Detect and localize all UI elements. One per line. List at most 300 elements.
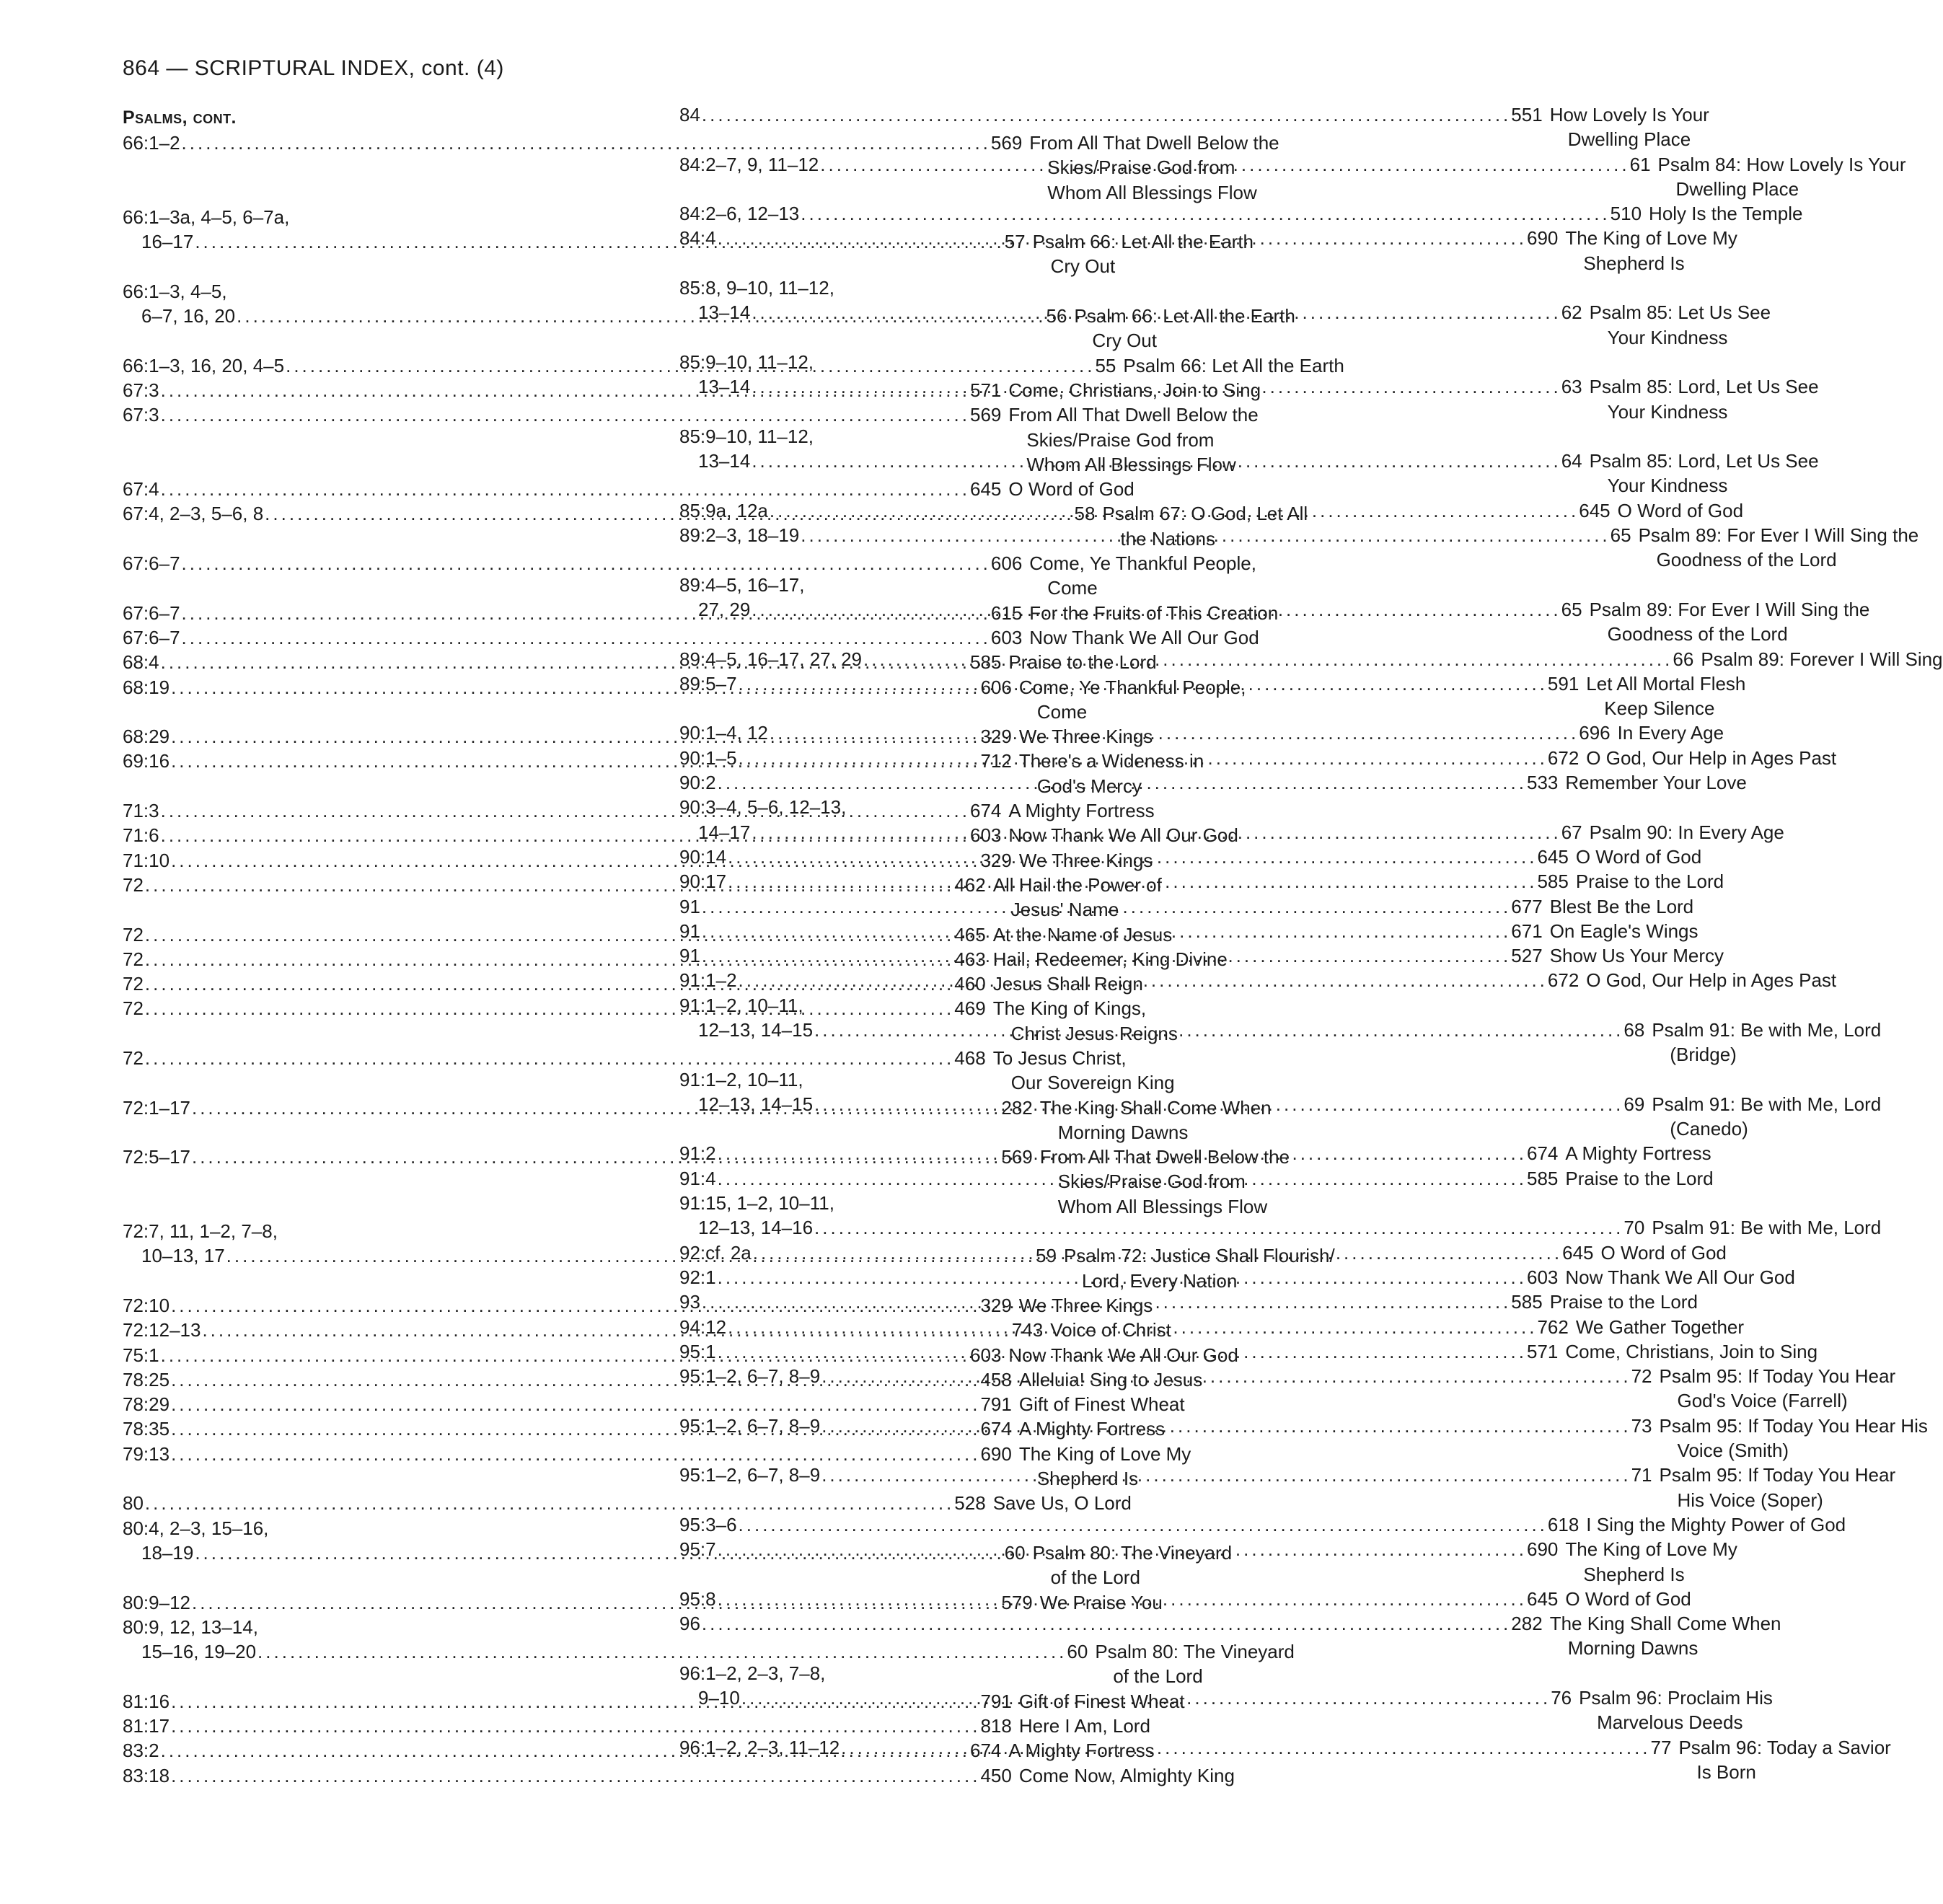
- scripture-reference: [679, 226, 1558, 276]
- reference-line: [679, 993, 1644, 1018]
- reference-text: 85:9a, 12a: [679, 499, 768, 521]
- hymn-title: [1594, 1240, 1727, 1265]
- reference-text: 6–7, 16, 20: [141, 305, 236, 327]
- dot-leader: [716, 770, 1527, 795]
- index-entry: [679, 647, 1943, 671]
- hymn-number: 65: [1561, 598, 1582, 620]
- reference-text: 78:25: [123, 1368, 170, 1390]
- reference-line: [679, 1735, 1671, 1760]
- title-line: Our Sovereign King: [1010, 1072, 1175, 1094]
- title-line: Alleluia! Sing to Jesus: [1018, 1368, 1203, 1390]
- reference-text: 69:16: [123, 750, 170, 772]
- title-line: Come: [1047, 577, 1098, 599]
- scripture-reference: [679, 350, 1582, 424]
- reference-text: 85:9–10, 11–12,: [679, 351, 814, 373]
- reference-text: 10–13, 17: [141, 1245, 225, 1267]
- hymn-number: 671: [1511, 920, 1543, 942]
- index-entry: [679, 1240, 1727, 1265]
- title-line: Dwelling Place: [1567, 128, 1691, 151]
- title-line: The King Shall Come When: [1549, 1613, 1781, 1635]
- hymn-number: 603: [1526, 1266, 1559, 1288]
- title-line: Whom All Blessings Flow: [1057, 1195, 1268, 1217]
- reference-line: [679, 671, 1579, 696]
- title-line: Whom All Blessings Flow: [1047, 181, 1257, 203]
- scripture-reference: [679, 671, 1579, 721]
- reference-line: [679, 1215, 1644, 1240]
- hymn-number: 59: [1036, 1245, 1057, 1267]
- index-entry: [679, 1290, 1698, 1314]
- title-line: Is Born: [1696, 1760, 1756, 1783]
- title-line: Praise to the Lord: [1008, 651, 1157, 674]
- hymn-title: [1611, 498, 1743, 523]
- hymn-number: 591: [1547, 672, 1579, 695]
- hymn-number: 712: [980, 750, 1012, 772]
- hymn-title: [1558, 1141, 1711, 1165]
- title-line: Come, Ye Thankful People,: [1018, 676, 1246, 698]
- title-line: the Nations: [1120, 527, 1215, 550]
- title-line: Psalm 80: The Vineyard: [1095, 1641, 1295, 1663]
- hymn-number: 690: [1526, 1538, 1559, 1561]
- reference-text: 67:3: [123, 379, 159, 401]
- scripture-reference: [679, 1735, 1671, 1785]
- hymn-title: [1558, 1265, 1794, 1290]
- reference-text: 66:1–3, 16, 20, 4–5: [123, 354, 285, 376]
- reference-text: 68:29: [123, 726, 170, 748]
- hymn-number: 68: [1623, 1018, 1645, 1041]
- reference-text: 91:1–2: [679, 969, 737, 992]
- hymn-number: 450: [980, 1764, 1012, 1786]
- hymn-number: 696: [1579, 722, 1611, 744]
- dot-leader: [750, 449, 1561, 473]
- hymn-number: 66: [1673, 648, 1694, 670]
- title-line: Let All Mortal Flesh: [1586, 672, 1746, 695]
- dot-leader: [750, 300, 1561, 325]
- title-line: Keep Silence: [1604, 697, 1715, 720]
- reference-text: 27, 29: [698, 598, 751, 620]
- reference-text: 84:2–7, 9, 11–12: [679, 153, 819, 175]
- index-entry: [679, 869, 1724, 894]
- dot-leader: [768, 720, 1579, 745]
- reference-line: [679, 152, 1651, 177]
- title-line: Voice of Christ: [1050, 1319, 1171, 1341]
- hymn-number: 65: [1610, 524, 1631, 547]
- reference-text: 72:7, 11, 1–2, 7–8,: [123, 1220, 278, 1243]
- dot-leader: [862, 647, 1673, 671]
- title-line: Psalm 91: Be with Me, Lord: [1652, 1018, 1882, 1041]
- dot-leader: [737, 746, 1548, 770]
- title-line: Psalm 85: Lord, Let Us See: [1589, 450, 1819, 472]
- hymn-number: 569: [969, 404, 1002, 426]
- reference-line: [679, 1611, 1543, 1636]
- scripture-reference: [679, 746, 1579, 770]
- reference-text: 78:29: [123, 1393, 170, 1416]
- index-entry: [123, 625, 1259, 650]
- dot-leader: [726, 845, 1537, 869]
- reference-text: 85:9–10, 11–12,: [679, 425, 814, 447]
- reference-text: 95:1: [679, 1340, 716, 1362]
- reference-text: 79:13: [123, 1442, 170, 1465]
- reference-line: [679, 1240, 1594, 1265]
- title-line: O Word of God: [1575, 845, 1702, 868]
- title-line: Shepherd Is: [1583, 252, 1685, 274]
- scripture-reference: [679, 1339, 1558, 1364]
- index-entry: [123, 1714, 1150, 1738]
- dot-leader: [737, 1512, 1548, 1537]
- hymn-number: 791: [980, 1690, 1012, 1712]
- reference-text: 91: [679, 895, 700, 917]
- index-entry: [679, 943, 1724, 968]
- dot-leader: [700, 943, 1511, 968]
- title-line: I Sing the Mighty Power of God: [1586, 1513, 1846, 1535]
- reference-line: [679, 102, 1543, 127]
- reference-line: [679, 1166, 1558, 1191]
- hymn-number: 569: [990, 132, 1023, 154]
- title-line: Remember Your Love: [1565, 772, 1747, 794]
- dot-leader: [813, 1092, 1623, 1116]
- reference-text: 89:4–5, 16–17,: [679, 573, 805, 596]
- reference-line: [679, 573, 1582, 597]
- reference-line: [679, 597, 1582, 622]
- hymn-number: 645: [969, 478, 1002, 501]
- title-line: Psalm 72: Justice Shall Flourish/: [1063, 1245, 1335, 1267]
- reference-text: 67:3: [123, 404, 159, 426]
- title-line: O Word of God: [1600, 1241, 1727, 1264]
- scripture-reference: [679, 1240, 1594, 1265]
- index-entry: [123, 1392, 1185, 1416]
- index-entry: [679, 201, 1803, 226]
- index-entry: [679, 1141, 1711, 1165]
- hymn-number: 69: [1623, 1093, 1645, 1115]
- hymn-number: 329: [980, 1294, 1012, 1316]
- reference-text: 91: [679, 920, 700, 942]
- title-line: Psalm 95: If Today You Hear: [1659, 1464, 1896, 1486]
- index-entry: [123, 1763, 1235, 1788]
- reference-text: 85:8, 9–10, 11–12,: [679, 277, 834, 299]
- title-spacer: [1590, 795, 1784, 819]
- reference-text: 80:9–12: [123, 1591, 190, 1613]
- reference-text: 13–14: [698, 450, 751, 472]
- hymn-number: 55: [1095, 354, 1116, 376]
- hymn-number: 818: [980, 1715, 1012, 1737]
- reference-text: 84:2–6, 12–13: [679, 203, 800, 225]
- hymn-number: 743: [1011, 1319, 1044, 1341]
- reference-text: 66:1–3a, 4–5, 6–7a,: [123, 206, 290, 228]
- title-line: Praise to the Lord: [1565, 1167, 1714, 1189]
- hymn-number: 63: [1561, 376, 1582, 398]
- reference-text: 96:1–2, 2–3, 7–8,: [679, 1662, 826, 1684]
- hymn-title: [1569, 1315, 1744, 1339]
- reference-line: [679, 647, 1693, 671]
- title-line: Now Thank We All Our God: [1008, 1344, 1238, 1366]
- reference-text: 83:18: [123, 1764, 170, 1786]
- reference-text: 12–13, 14–15: [698, 1093, 814, 1115]
- reference-text: 72: [123, 873, 144, 896]
- hymn-title: [1543, 1611, 1781, 1661]
- index-entry: [679, 1587, 1691, 1611]
- hymn-number: 528: [954, 1492, 986, 1515]
- section-heading: Psalms, cont.: [123, 107, 237, 128]
- title-line: A Mighty Fortress: [1018, 1418, 1166, 1440]
- reference-text: 81:17: [123, 1715, 170, 1737]
- reference-text: 80:9, 12, 13–14,: [123, 1616, 258, 1638]
- title-line: Hail, Redeemer, King Divine: [992, 948, 1228, 970]
- scripture-reference: [679, 1067, 1644, 1142]
- reference-text: 72: [123, 1046, 144, 1069]
- title-line: O Word of God: [1565, 1587, 1691, 1610]
- reference-text: 92:cf. 2a: [679, 1241, 752, 1264]
- dot-leader: [750, 597, 1561, 622]
- index-entry: [679, 276, 1771, 350]
- scripture-reference: [679, 1265, 1558, 1290]
- title-line: Jesus Shall Reign: [992, 973, 1143, 995]
- reference-text: 90:1–5: [679, 746, 737, 769]
- index-entry: [679, 1512, 1846, 1537]
- reference-line: [679, 968, 1579, 992]
- title-line: Christ Jesus Reigns: [1010, 1022, 1178, 1044]
- reference-line: [679, 1587, 1558, 1611]
- title-line: Goodness of the Lord: [1656, 549, 1837, 571]
- dot-leader: [716, 1339, 1527, 1364]
- hymn-number: 329: [980, 726, 1012, 748]
- reference-text: 14–17: [698, 821, 751, 843]
- index-entry: [679, 894, 1694, 919]
- hymn-title: [1582, 350, 1819, 424]
- title-line: Psalm 85: Let Us See: [1589, 301, 1771, 324]
- title-line: Gift of Finest Wheat: [1018, 1393, 1185, 1416]
- title-line: Now Thank We All Our God: [1008, 824, 1238, 847]
- hymn-number: 527: [1511, 945, 1543, 967]
- hymn-title: [1558, 1587, 1691, 1611]
- hymn-title: [1543, 1290, 1698, 1314]
- title-line: Psalm 96: Today a Savior: [1678, 1736, 1891, 1758]
- dot-leader: [716, 226, 1527, 250]
- reference-text: 12–13, 14–15: [698, 1018, 814, 1041]
- hymn-title: [1569, 845, 1701, 869]
- hymn-title: [1558, 226, 1737, 276]
- reference-line: [679, 869, 1569, 894]
- hymn-number: 571: [1526, 1340, 1559, 1362]
- dot-leader: [737, 968, 1548, 992]
- hymn-title: [1579, 671, 1745, 721]
- reference-text: 95:8: [679, 1587, 716, 1610]
- hymn-number: 585: [1537, 871, 1569, 893]
- dot-leader: [700, 919, 1511, 943]
- scripture-reference: [679, 720, 1611, 745]
- index-entry: [679, 720, 1724, 745]
- dot-leader: [700, 102, 1511, 127]
- title-line: of the Lord: [1113, 1665, 1203, 1688]
- scripture-reference: [679, 770, 1558, 795]
- hymn-title: [1543, 943, 1724, 968]
- title-line: From All That Dwell Below the: [1039, 1146, 1290, 1168]
- title-spacer: [1590, 424, 1819, 449]
- index-entry: [679, 102, 1709, 152]
- title-line: (Bridge): [1670, 1044, 1737, 1066]
- reference-text: 9–10: [698, 1687, 740, 1709]
- index-entry: [679, 845, 1702, 869]
- title-line: Your Kindness: [1607, 475, 1728, 497]
- hymn-number: 603: [990, 626, 1023, 648]
- hymn-number: 674: [1526, 1142, 1559, 1165]
- index-entry: [679, 1265, 1795, 1290]
- title-line: The King of Love My: [1565, 1538, 1737, 1561]
- hymn-title: [1543, 894, 1693, 919]
- dot-leader: [768, 498, 1579, 523]
- hymn-number: 60: [1067, 1641, 1088, 1663]
- dot-leader: [813, 1018, 1623, 1042]
- reference-text: 90:2: [679, 772, 716, 794]
- reference-text: 71:10: [123, 849, 170, 871]
- hymn-title: [1652, 1364, 1895, 1414]
- hymn-number: 571: [969, 379, 1002, 401]
- hymn-number: 603: [969, 1344, 1002, 1366]
- hymn-number: 469: [954, 997, 986, 1020]
- hymn-title: [1569, 869, 1724, 894]
- hymn-number: 60: [1004, 1541, 1026, 1564]
- reference-line: [679, 720, 1611, 745]
- hymn-number: 585: [1511, 1291, 1543, 1313]
- reference-line: [679, 943, 1543, 968]
- hymn-number: 645: [1537, 845, 1569, 868]
- reference-line: [679, 201, 1642, 226]
- title-line: From All That Dwell Below the: [1029, 132, 1279, 154]
- index-entry: [679, 523, 1919, 573]
- title-line: Shepherd Is: [1036, 1468, 1139, 1490]
- reference-line: [679, 1414, 1652, 1438]
- index-entry: [679, 1661, 1773, 1735]
- index-entry: [679, 1735, 1891, 1785]
- title-line: Psalm 91: Be with Me, Lord: [1652, 1217, 1882, 1239]
- reference-line: [679, 795, 1582, 819]
- dot-leader: [820, 1364, 1631, 1388]
- title-line: Skies/Praise God from: [1057, 1171, 1246, 1193]
- index-entry: [679, 919, 1699, 943]
- hymn-title: [1582, 795, 1784, 845]
- reference-line: [679, 498, 1611, 523]
- hymn-title: [1558, 770, 1746, 795]
- title-line: Come Now, Almighty King: [1018, 1764, 1235, 1786]
- reference-line: [679, 894, 1543, 919]
- title-line: Morning Dawns: [1057, 1121, 1189, 1143]
- index-entry: [679, 1315, 1745, 1339]
- title-line: Cry Out: [1050, 255, 1116, 278]
- title-line: We Three Kings: [1018, 726, 1153, 748]
- hymn-number: 603: [969, 824, 1002, 847]
- reference-text: 91:1–2, 10–11,: [679, 994, 803, 1016]
- reference-text: 72:1–17: [123, 1096, 190, 1119]
- dot-leader: [813, 1215, 1623, 1240]
- scripture-reference: [679, 523, 1631, 573]
- reference-text: 66:1–2: [123, 132, 180, 154]
- hymn-number: 672: [1547, 969, 1579, 992]
- title-line: God's Mercy: [1036, 775, 1142, 797]
- reference-text: 72: [123, 973, 144, 995]
- hymn-title: [1572, 1661, 1773, 1735]
- dot-leader: [840, 1735, 1650, 1760]
- index-entry: [679, 152, 1906, 202]
- title-spacer: [1652, 993, 1881, 1018]
- reference-text: 90:1–4, 12: [679, 722, 768, 744]
- title-line: His Voice (Soper): [1677, 1489, 1823, 1511]
- title-line: Psalm 80: The Vineyard: [1032, 1541, 1233, 1564]
- title-line: God's Voice (Farrell): [1677, 1390, 1848, 1412]
- title-line: O Word of God: [1617, 499, 1744, 521]
- hymn-title: [1579, 968, 1836, 992]
- reference-line: [679, 276, 1582, 300]
- title-line: We Praise You: [1039, 1591, 1163, 1613]
- page-header: 864 — SCRIPTURAL INDEX, cont. (4): [123, 56, 504, 80]
- reference-text: 96:1–2, 2–3, 11–12: [679, 1736, 840, 1758]
- index-entry: [123, 477, 1134, 501]
- index-entry: [123, 1491, 1132, 1515]
- reference-text: 12–13, 14–16: [698, 1217, 814, 1239]
- scripture-reference: [679, 1166, 1558, 1191]
- title-line: O God, Our Help in Ages Past: [1586, 969, 1837, 992]
- scripture-reference: [679, 1290, 1543, 1314]
- scripture-reference: [679, 919, 1543, 943]
- dot-leader: [750, 374, 1561, 399]
- scripture-reference: [679, 1463, 1652, 1512]
- reference-text: 80:4, 2–3, 15–16,: [123, 1517, 269, 1539]
- hymn-number: 465: [954, 923, 986, 946]
- reference-line: [679, 1191, 1644, 1215]
- index-entry: [679, 1414, 1928, 1463]
- reference-text: 71:6: [123, 824, 159, 847]
- dot-leader: [737, 671, 1548, 696]
- index-entry: [679, 671, 1746, 721]
- scripture-reference: [679, 1661, 1572, 1735]
- hymn-number: 458: [980, 1368, 1012, 1390]
- index-entry: [679, 1364, 1896, 1414]
- hymn-title: [1651, 152, 1906, 202]
- hymn-number: 674: [969, 1740, 1002, 1762]
- title-line: Praise to the Lord: [1575, 871, 1724, 893]
- scripture-reference: [679, 1141, 1558, 1165]
- hymn-title: [1558, 1166, 1713, 1191]
- index-entry: [679, 424, 1819, 498]
- title-line: Voice (Smith): [1677, 1440, 1789, 1462]
- title-line: Here I Am, Lord: [1018, 1715, 1150, 1737]
- title-line: Praise to the Lord: [1549, 1291, 1698, 1313]
- reference-text: 18–19: [141, 1541, 194, 1564]
- reference-text: 91:15, 1–2, 10–11,: [679, 1192, 834, 1215]
- reference-text: 95:3–6: [679, 1513, 737, 1535]
- title-spacer: [1652, 1191, 1881, 1215]
- title-line: A Mighty Fortress: [1008, 800, 1155, 822]
- scripture-reference: [679, 201, 1642, 226]
- hymn-number: 585: [969, 651, 1002, 674]
- hymn-number: 329: [980, 849, 1012, 871]
- hymn-title: [1582, 573, 1870, 647]
- dot-leader: [820, 1414, 1631, 1438]
- dot-leader: [716, 1166, 1527, 1191]
- hymn-number: 690: [1526, 227, 1559, 250]
- reference-text: 67:6–7: [123, 601, 180, 624]
- hymn-number: 76: [1551, 1687, 1572, 1709]
- title-line: Psalm 95: If Today You Hear His: [1659, 1414, 1928, 1437]
- reference-text: 91:1–2, 10–11,: [679, 1068, 803, 1090]
- title-line: Come, Christians, Join to Sing: [1008, 379, 1261, 401]
- title-line: There's a Wideness in: [1018, 750, 1204, 772]
- reference-text: 90:17: [679, 871, 727, 893]
- reference-text: 72:12–13: [123, 1319, 201, 1341]
- reference-text: 68:4: [123, 651, 159, 674]
- reference-text: 72: [123, 948, 144, 970]
- reference-text: 89:5–7: [679, 672, 737, 695]
- title-line: Blest Be the Lord: [1549, 895, 1694, 917]
- scripture-reference: [679, 845, 1569, 869]
- reference-text: 91: [679, 945, 700, 967]
